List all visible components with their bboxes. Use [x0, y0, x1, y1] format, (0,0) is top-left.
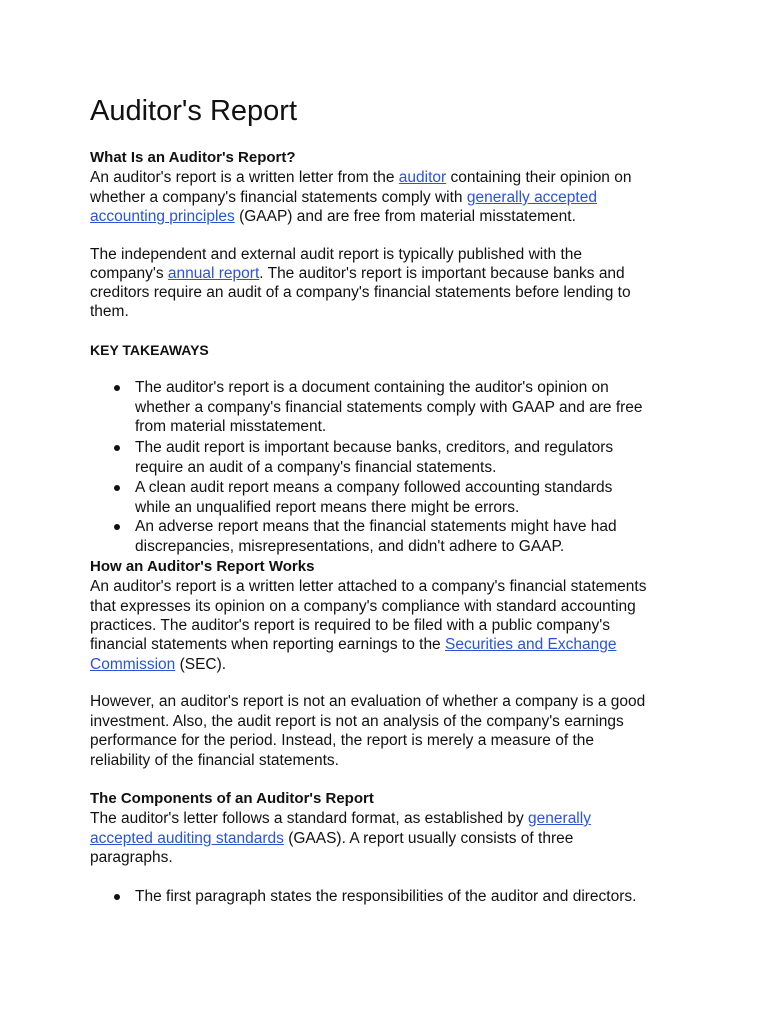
takeaway-4-line-2: discrepancies, misrepresentations, and didn't adhere to GAAP. [135, 538, 565, 555]
bullet-icon [114, 485, 120, 491]
text-span: financial statements when reporting earnings to the [90, 636, 445, 653]
paragraph-1-line-2 [90, 188, 597, 208]
heading-components: The Components of an Auditor's Report [90, 790, 374, 807]
annual-report-link[interactable]: annual report [167, 265, 260, 282]
text-span: An auditor's report is a written letter from the [90, 169, 399, 186]
takeaway-1-line-3: from material misstatement. [135, 418, 327, 435]
paragraph-3-line-4 [90, 635, 616, 655]
gaas-link-part-1[interactable]: generally [528, 810, 591, 827]
bullet-icon [114, 385, 120, 391]
sec-link-part-2[interactable]: Commission [90, 656, 176, 673]
takeaway-4-line-1: An adverse report means that the financial statements might have had [135, 518, 617, 535]
takeaway-3-line-1: A clean audit report means a company followed accounting standards [135, 479, 613, 496]
paragraph-5-line-3: paragraphs. [90, 849, 173, 866]
paragraph-3-line-2: that expresses its opinion on a company's compliance with standard accounting [90, 598, 636, 615]
paragraph-2-line-1: The independent and external audit report is typically published with the [90, 246, 583, 263]
text-span: (GAAS). A report usually consists of three [283, 830, 574, 847]
takeaway-2-line-2: require an audit of a company's financial statements. [135, 459, 497, 476]
paragraph-3-line-3: practices. The auditor's report is required to be filed with a public company's [90, 617, 610, 634]
sec-link-part-1[interactable]: Securities and Exchange [445, 636, 617, 653]
bullet-icon [114, 445, 120, 451]
takeaway-2-line-1: The audit report is important because banks, creditors, and regulators [135, 439, 614, 456]
text-span: whether a company's financial statements comply with [90, 189, 467, 206]
page-title: Auditor's Report [90, 95, 298, 127]
paragraph-2-line-3: creditors require an audit of a company's financial statements before lending to [90, 284, 631, 301]
paragraph-4-line-3: performance for the period. Instead, the report is merely a measure of the [90, 732, 595, 749]
paragraph-5-line-1 [90, 809, 591, 829]
text-span: company's [90, 265, 168, 282]
heading-what-is: What Is an Auditor's Report? [90, 149, 296, 166]
gaas-link-part-2[interactable]: accepted auditing standards [90, 830, 284, 847]
gaap-link-part-2[interactable]: accounting principles [90, 208, 235, 225]
paragraph-3-line-5 [90, 655, 226, 675]
paragraph-2-line-2 [90, 264, 625, 284]
paragraph-1-line-1 [90, 168, 631, 188]
gaap-link-part-1[interactable]: generally accepted [466, 189, 597, 206]
paragraph-3-line-1: An auditor's report is a written letter attached to a company's financial statements [90, 578, 647, 595]
paragraph-1-line-3 [90, 207, 576, 227]
takeaway-1-line-1: The auditor's report is a document containing the auditor's opinion on [135, 379, 609, 396]
heading-key-takeaways: KEY TAKEAWAYS [90, 342, 209, 358]
component-1: The first paragraph states the responsibilities of the auditor and directors. [135, 888, 637, 905]
takeaway-3-line-2: while an unqualified report means there might be errors. [135, 499, 520, 516]
paragraph-4-line-2: investment. Also, the audit report is not an analysis of the company's earnings [90, 713, 624, 730]
text-span: (GAAP) and are free from material misstatement. [234, 208, 576, 225]
paragraph-5-line-2 [90, 829, 573, 849]
text-span: . The auditor's report is important because banks and [259, 265, 625, 282]
text-span: (SEC). [175, 656, 227, 673]
paragraph-4-line-4: reliability of the financial statements. [90, 752, 339, 769]
paragraph-2-line-4: them. [90, 303, 129, 320]
heading-how-it-works: How an Auditor's Report Works [90, 558, 315, 575]
text-span: containing their opinion on [446, 169, 632, 186]
takeaway-1-line-2: whether a company's financial statements comply with GAAP and are free [135, 399, 643, 416]
bullet-icon [114, 524, 120, 530]
paragraph-4-line-1: However, an auditor's report is not an evaluation of whether a company is a good [90, 693, 646, 710]
bullet-icon [114, 894, 120, 900]
auditor-link[interactable]: auditor [398, 169, 447, 186]
text-span: The auditor's letter follows a standard format, as established by [90, 810, 529, 827]
